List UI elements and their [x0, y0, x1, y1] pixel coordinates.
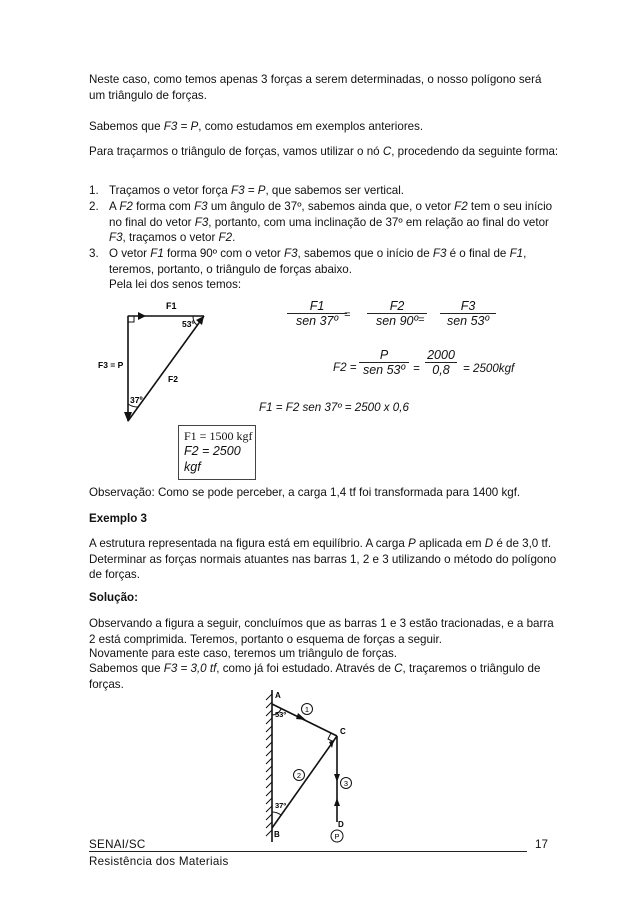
- solution-paragraph-1: Observando a figura a seguir, concluímos que as barras 1 e 3 estão tracionadas, e a barra 2 está comprimida. Teremos, portanto o esquema de forças a seguir.: [89, 617, 554, 646]
- f2-result: F2 = 2500: [184, 444, 241, 458]
- example-3-title: Exemplo 3: [89, 512, 147, 525]
- angle-37-label: 37º: [275, 801, 287, 810]
- solution-paragraph-2: Novamente para este caso, teremos um triângulo de forças.: [89, 647, 398, 660]
- f2-result-unit: kgf: [184, 460, 201, 474]
- eq2-equals: =: [413, 362, 420, 375]
- load-p: P: [408, 537, 416, 550]
- numerator: F2: [389, 299, 405, 313]
- f1-result: F1 = 1500 kgf: [184, 429, 253, 443]
- eq2-lhs: F2 =: [333, 361, 357, 374]
- text-span: O vetor: [109, 247, 151, 260]
- text-span: aplicada em: [415, 537, 485, 550]
- text-span: , teremos, portanto, o triângulo de forças abaixo.: [109, 247, 527, 276]
- structure-figure: [258, 682, 368, 848]
- load-arrowhead: [334, 798, 340, 806]
- list-item-2: [109, 199, 561, 246]
- node-c-label: C: [340, 727, 346, 736]
- formula: F1: [509, 247, 524, 260]
- denominator: 0,8: [425, 362, 457, 377]
- f3-p-formula: F3 = P: [163, 120, 199, 133]
- f3-p-label: F3 = P: [98, 360, 124, 370]
- list-number-1: 1.: [89, 184, 99, 197]
- formula: F3: [194, 215, 209, 229]
- footer-course: Resistência dos Materiais: [89, 855, 229, 868]
- denominator: sen 53º: [359, 362, 409, 377]
- intro-paragraph: Neste caso, como temos apenas 3 forças a serem determinadas, o nosso polígono será um triângulo de forças.: [89, 73, 542, 102]
- f2-arrowhead: [196, 316, 204, 325]
- text-span: , procedendo da seguinte forma:: [391, 145, 559, 158]
- text-span: forma 90º com o vetor: [163, 247, 284, 260]
- numerator: F3: [460, 299, 476, 313]
- f3-value: F3 = 3,0 tf: [163, 662, 217, 675]
- node-b-label: B: [274, 830, 280, 839]
- angle-37-label: 37º: [130, 395, 143, 405]
- formula: F3: [284, 247, 298, 260]
- formula: F3: [194, 200, 208, 213]
- force-triangle-figure: [90, 296, 250, 436]
- bar-3-arrowhead: [334, 774, 340, 782]
- numerator: 2000: [427, 348, 455, 362]
- node-d: D: [484, 537, 494, 550]
- node-d-label: D: [338, 820, 344, 829]
- f3-equals-p-paragraph: [89, 119, 559, 135]
- text-span: , traçamos o vetor: [122, 231, 219, 244]
- denominator: sen 37º: [287, 313, 347, 328]
- formula: F3: [432, 247, 447, 260]
- footer-divider: [89, 851, 527, 852]
- result-box: [178, 425, 256, 480]
- text-span: Traçamos o vetor força: [109, 184, 231, 197]
- wall-hatching: [266, 694, 272, 836]
- text-span: forma com: [132, 200, 195, 213]
- f2-vector: [128, 316, 204, 421]
- text-span: , que sabemos ser vertical.: [265, 184, 405, 197]
- bar-3-label: 3: [343, 779, 349, 788]
- eq1-frac-f3: [440, 299, 496, 328]
- text-span: , como já foi estudado. Através de: [216, 662, 395, 675]
- solution-title: Solução:: [89, 591, 138, 604]
- text-span: um ângulo de 37º, sabemos ainda que, o vetor: [207, 200, 455, 213]
- angle-53-label: 53º: [275, 710, 287, 719]
- right-angle-mark: [128, 316, 134, 322]
- footer-org: SENAI/SC: [89, 838, 146, 851]
- list-number-2: 2.: [89, 200, 99, 213]
- load-p-label: P: [334, 832, 340, 841]
- bar-2-label: 2: [296, 771, 302, 780]
- page-number: 17: [535, 838, 548, 851]
- procedure-paragraph: [89, 144, 559, 160]
- eq3: F1 = F2 sen 37º = 2500 x 0,6: [259, 401, 409, 414]
- denominator: sen 90º: [367, 313, 427, 328]
- eq1-equals-a: =: [344, 309, 351, 321]
- formula: F1: [150, 247, 164, 260]
- eq2-frac-p: [359, 348, 409, 377]
- text-span: .: [232, 231, 236, 244]
- eq2-frac-value: [425, 348, 457, 377]
- numerator: F1: [309, 299, 325, 313]
- text-span: A estrutura representada na figura está em equilíbrio. A carga: [89, 537, 409, 550]
- node-c: C: [394, 662, 403, 675]
- text-span: , sabemos que o início de: [297, 247, 433, 260]
- formula: F3 = P: [231, 184, 266, 197]
- text-span: Sabemos que: [89, 662, 164, 675]
- text-span: , traçaremos o triângulo de forças.: [89, 662, 541, 691]
- list-number-3: 3.: [89, 247, 99, 260]
- angle-37-arc: [272, 812, 281, 815]
- node-c: C: [382, 145, 392, 158]
- list-item-3: [109, 246, 561, 277]
- formula: F3: [109, 231, 123, 244]
- text-span: , como estudamos em exemplos anteriores.: [198, 120, 424, 133]
- bar-2: [272, 736, 337, 828]
- f1-label: F1: [166, 301, 177, 311]
- formula: F2: [218, 231, 233, 244]
- f2-label: F2: [168, 374, 178, 384]
- formula: F2: [454, 200, 468, 213]
- f1-arrowhead: [138, 312, 146, 320]
- list-item-1: [109, 183, 559, 199]
- angle-53-label: 53º: [182, 319, 195, 329]
- text-span: tem o seu início no final do vetor: [109, 200, 553, 229]
- observation: Observação: Como se pode perceber, a carga 1,4 tf foi transformada para 1400 kgf.: [89, 486, 521, 499]
- text-span: A: [109, 200, 120, 213]
- text-span: é de 3,0 tf. Determinar as forças normais atuantes nas barras 1, 2 e 3 utilizando o método do polígono de forças.: [89, 537, 557, 581]
- denominator: sen 53º: [440, 313, 496, 328]
- bar-1-label: 1: [304, 705, 310, 714]
- eq1-frac-f1: [287, 299, 347, 328]
- text-span: Para traçarmos o triângulo de forças, vamos utilizar o nó: [89, 145, 383, 158]
- text-span: é o final de: [446, 247, 510, 260]
- node-a-label: A: [275, 691, 281, 700]
- numerator: P: [379, 348, 389, 362]
- text-span: , portanto, com uma inclinação de 37º em relação ao final do vetor: [208, 215, 549, 229]
- text-span: Sabemos que: [89, 120, 164, 133]
- eq2-result: = 2500kgf: [463, 362, 515, 375]
- formula: F2: [119, 200, 133, 213]
- example-3-statement: [89, 536, 559, 583]
- eq1-equals-b: =: [418, 314, 425, 326]
- law-of-sines-intro: Pela lei dos senos temos:: [109, 278, 242, 291]
